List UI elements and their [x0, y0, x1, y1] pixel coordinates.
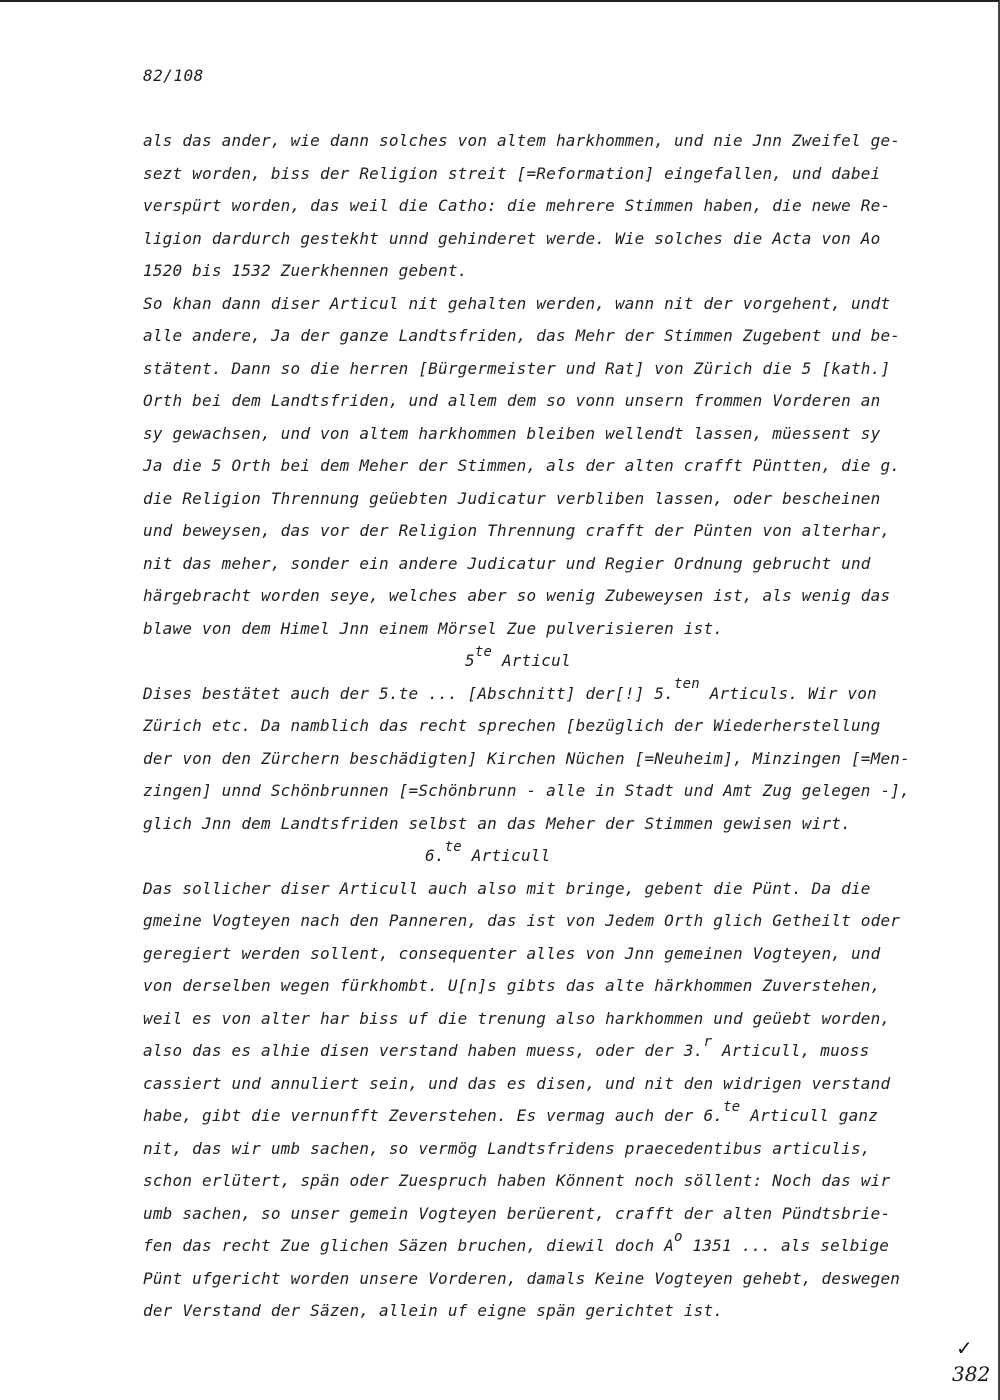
- superscript: r: [703, 1033, 713, 1050]
- section-heading-5: [143, 645, 933, 678]
- text-line: schon erlütert, spän oder Zuespruch haben Könnent noch söllent: Noch das wir: [143, 1171, 891, 1190]
- document-body: [143, 125, 933, 1328]
- text-line: cassiert und annuliert sein, und das es disen, und nit den widrigen verstand: [143, 1073, 891, 1093]
- text-line: der Verstand der Säzen, allein uf eigne spän gerichtet ist.: [143, 1301, 724, 1320]
- checkmark-icon: ✓: [956, 1336, 973, 1360]
- heading-superscript: te: [444, 838, 462, 855]
- text-line: [143, 1035, 933, 1068]
- text-line: [143, 678, 933, 711]
- text-line: der von den Zürchern beschädigten] Kirchen Nüchen [=Neuheim], Minzingen [=Men-: [143, 748, 910, 768]
- text-segment: Articull, muoss: [712, 1041, 870, 1060]
- section-heading-6: [143, 840, 933, 873]
- text-line: [143, 1100, 933, 1133]
- text-line: So khan dann diser Articul nit gehalten werden, wann nit der vorgehent, undt: [143, 293, 891, 313]
- page-number: 82/108: [143, 66, 204, 85]
- heading-word: Articul: [501, 651, 571, 670]
- heading-number: 5: [465, 651, 475, 670]
- heading-number: 6.: [425, 846, 445, 865]
- text-line: Das sollicher diser Articull auch also mit bringe, gebent die Pünt. Da die: [143, 878, 871, 898]
- text-line: stätent. Dann so die herren [Bürgermeister und Rat] von Zürich die 5 [kath.]: [143, 358, 891, 378]
- text-line: nit, das wir umb sachen, so vermög Landtsfridens praecedentibus articulis,: [143, 1138, 871, 1158]
- superscript: te: [723, 1098, 741, 1115]
- text-line: ligion dardurch gestekht unnd gehinderet werde. Wie solches die Acta von Ao: [143, 228, 881, 248]
- superscript: o: [673, 1228, 683, 1245]
- text-segment: 1351 ... als selbige: [682, 1236, 890, 1255]
- archive-number: 382: [952, 1362, 991, 1386]
- text-line: glich Jnn dem Landtsfriden selbst an das Meher der Stimmen gewisen wirt.: [143, 813, 851, 833]
- text-segment: habe, gibt die vernunfft Zeverstehen. Es vermag auch der 6.: [143, 1106, 724, 1125]
- text-line: geregiert werden sollent, consequenter alles von Jnn gemeinen Vogteyen, und: [143, 943, 881, 963]
- text-line: sy gewachsen, und von altem harkhommen bleiben wellendt lassen, müessent sy: [143, 423, 881, 443]
- text-line: alle andere, Ja der ganze Landtsfriden, das Mehr der Stimmen Zugebent und be-: [143, 326, 901, 345]
- text-line: zingen] unnd Schönbrunnen [=Schönbrunn - alle in Stadt und Amt Zug gelegen -],: [143, 781, 910, 800]
- text-line: 1520 bis 1532 Zuerkhennen gebent.: [143, 261, 468, 280]
- text-line: nit das meher, sonder ein andere Judicatur und Regier Ordnung gebrucht und: [143, 553, 871, 573]
- text-line: gmeine Vogteyen nach den Panneren, das ist von Jedem Orth glich Getheilt oder: [143, 911, 901, 930]
- text-line: sezt worden, biss der Religion streit [=Reformation] eingefallen, und dabei: [143, 163, 881, 183]
- text-line: Orth bei dem Landtsfriden, und allem dem so vonn unsern frommen Vorderen an: [143, 391, 881, 410]
- text-line: Pünt ufgericht worden unsere Vorderen, damals Keine Vogteyen gehebt, deswegen: [143, 1268, 901, 1288]
- text-line: Ja die 5 Orth bei dem Meher der Stimmen, als der alten crafft Püntten, die g.: [143, 456, 901, 475]
- text-line: [143, 1230, 933, 1263]
- heading-superscript: te: [474, 643, 493, 660]
- text-line: und beweysen, das vor der Religion Thrennung crafft der Pünten von alterhar,: [143, 521, 891, 540]
- text-segment: Articull ganz: [740, 1106, 879, 1125]
- text-line: blawe von dem Himel Jnn einem Mörsel Zue pulverisieren ist.: [143, 618, 724, 638]
- superscript: ten: [673, 676, 700, 693]
- text-line: als das ander, wie dann solches von altem harkhommen, und nie Jnn Zweifel ge-: [143, 131, 901, 150]
- text-line: härgebracht worden seye, welches aber so wenig Zubeweysen ist, als wenig das: [143, 586, 891, 605]
- text-segment: Articuls. Wir von: [699, 683, 877, 703]
- text-line: weil es von alter har biss uf die trenung also harkhommen und geüebt worden,: [143, 1008, 891, 1028]
- text-line: Zürich etc. Da namblich das recht sprechen [bezüglich der Wiederherstellung: [143, 716, 881, 735]
- text-segment: Dises bestätet auch der 5.te ... [Abschnitt] der[!] 5.: [143, 683, 674, 703]
- text-line: umb sachen, so unser gemein Vogteyen berüerent, crafft der alten Pündtsbrie-: [143, 1203, 891, 1223]
- text-segment: fen das recht Zue glichen Säzen bruchen, diewil doch A: [143, 1236, 674, 1255]
- text-line: von derselben wegen fürkhombt. U[n]s gibts das alte härkhommen Zuverstehen,: [143, 976, 881, 995]
- heading-word: Articull: [471, 846, 551, 865]
- text-line: verspürt worden, das weil die Catho: die mehrere Stimmen haben, die newe Re-: [143, 196, 891, 215]
- text-line: die Religion Thrennung geüebten Judicatur verbliben lassen, oder bescheinen: [143, 488, 881, 508]
- text-segment: also das es alhie disen verstand haben muess, oder der 3.: [143, 1041, 704, 1060]
